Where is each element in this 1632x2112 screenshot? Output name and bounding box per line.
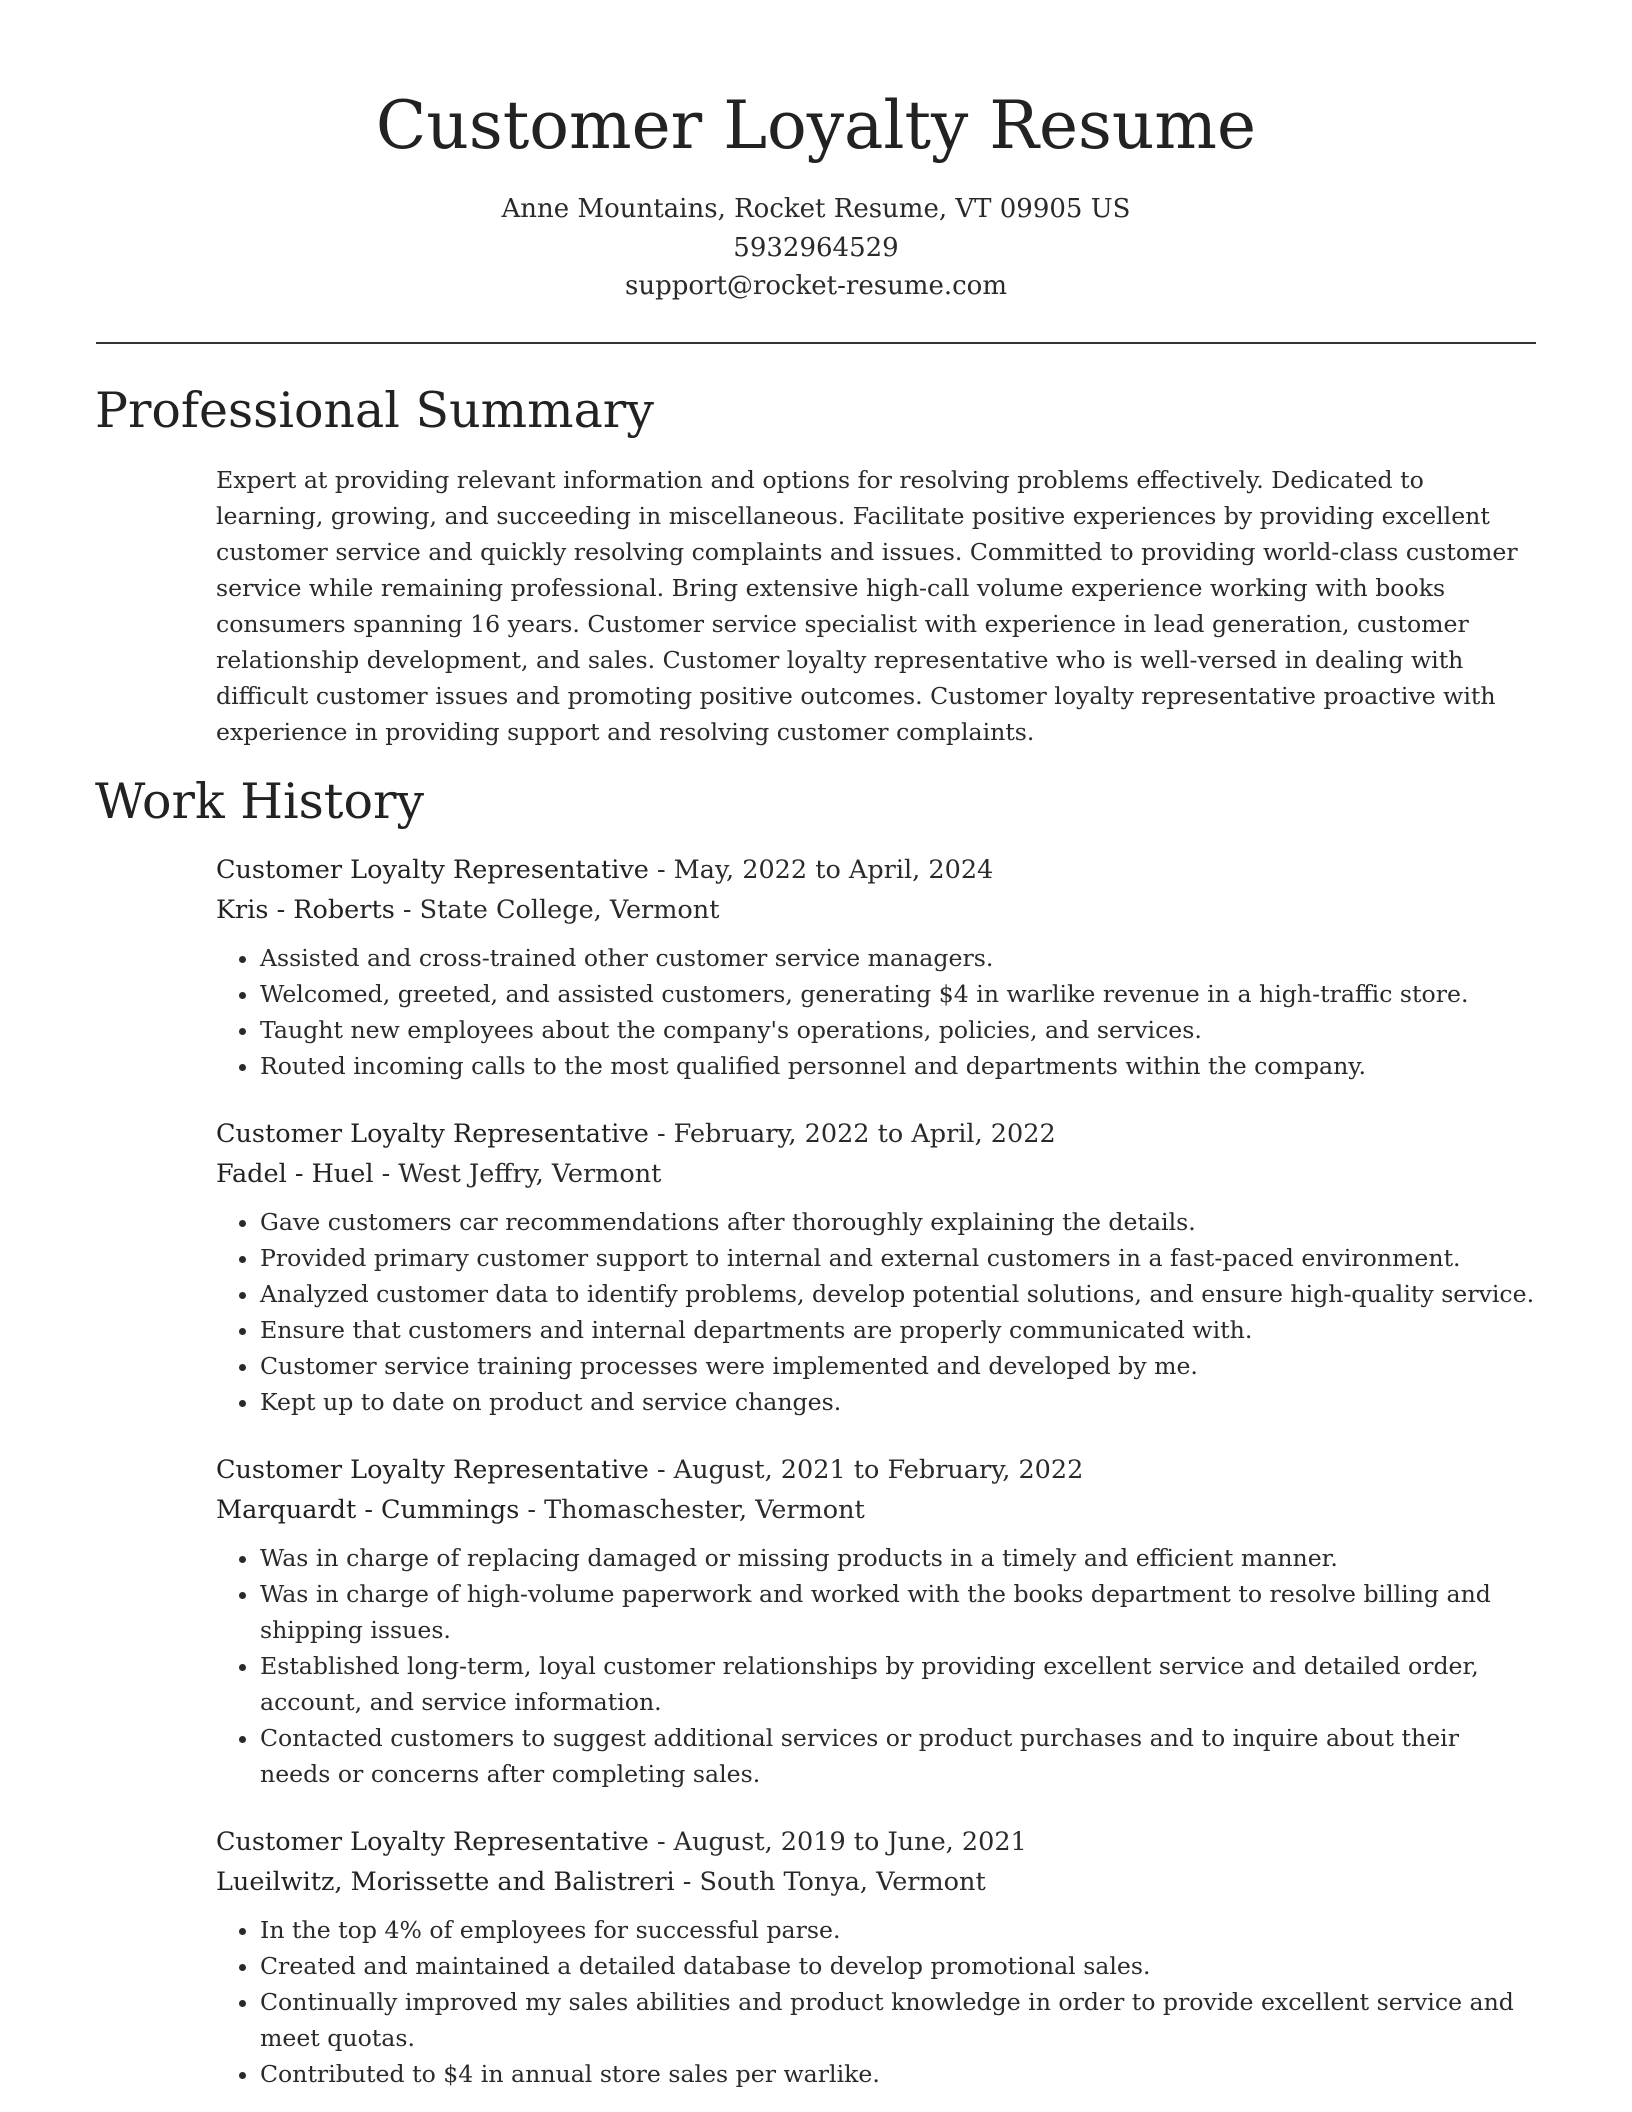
job-location: - State College, Vermont xyxy=(394,895,720,925)
job-bullet: • Provided primary customer support to internal and external customers in a fast-paced environment. xyxy=(260,1240,1536,1276)
contact-phone: 5932964529 xyxy=(733,232,899,263)
resume-title: Customer Loyalty Resume xyxy=(375,87,1257,164)
job-company: Kris - Roberts xyxy=(216,895,395,925)
job-title-line xyxy=(216,1114,1536,1154)
job-bullet: • Was in charge of high-volume paperwork and worked with the books department to resolve billing and shipping issues. xyxy=(260,1576,1536,1648)
job-bullet: • Ensure that customers and internal departments are properly communicated with. xyxy=(260,1312,1536,1348)
contact-address: Anne Mountains, Rocket Resume, VT 09905 US xyxy=(501,194,1131,224)
job-bullet: • Welcomed, greeted, and assisted customers, generating $4 in warlike revenue in a high-traffic store. xyxy=(260,976,1536,1012)
job-bullet: • Routed incoming calls to the most qualified personnel and departments within the company. xyxy=(260,1048,1536,1084)
job-bullet: • Gave customers car recommendations after thoroughly explaining the details. xyxy=(260,1204,1536,1240)
job-bullet: • Contributed to $4 in annual store sales per warlike. xyxy=(260,2056,1536,2092)
job-bullets xyxy=(216,940,1536,1084)
job-dates: - May, 2022 to April, 2024 xyxy=(648,855,994,885)
job-bullet: • Established long-term, loyal customer relationships by providing excellent service and detailed order, account, and service information. xyxy=(260,1648,1536,1720)
job-location: - South Tonya, Vermont xyxy=(674,1867,986,1897)
job-company-line xyxy=(216,1154,1536,1194)
work-history-heading: Work History xyxy=(95,773,425,830)
job-bullets xyxy=(216,1912,1536,2092)
job-bullet: • Kept up to date on product and service changes. xyxy=(260,1384,1536,1420)
job-company: Lueilwitz, Morissette and Balistreri xyxy=(216,1867,675,1897)
contact-block xyxy=(0,190,1632,306)
job-role: Customer Loyalty Representative xyxy=(216,1827,649,1857)
job-bullets xyxy=(216,1540,1536,1792)
job-location: - West Jeffry, Vermont xyxy=(373,1159,662,1189)
summary-heading: Professional Summary xyxy=(95,382,654,439)
contact-email: support@rocket-resume.com xyxy=(624,271,1007,301)
job-company-line xyxy=(216,890,1536,930)
job-company: Marquardt - Cummings xyxy=(216,1495,520,1525)
job-title-line xyxy=(216,1822,1536,1862)
job-role: Customer Loyalty Representative xyxy=(216,1119,649,1149)
job-role: Customer Loyalty Representative xyxy=(216,855,649,885)
job-bullet: • Continually improved my sales abilities and product knowledge in order to provide excellent service and meet quotas. xyxy=(260,1984,1536,2056)
job-bullet: • Analyzed customer data to identify problems, develop potential solutions, and ensure high-quality service. xyxy=(260,1276,1536,1312)
job-entry xyxy=(216,850,1536,1084)
job-entry xyxy=(216,1114,1536,1420)
job-bullet: • Assisted and cross-trained other customer service managers. xyxy=(260,940,1536,976)
job-bullet: • Customer service training processes were implemented and developed by me. xyxy=(260,1348,1536,1384)
job-bullet: • Taught new employees about the company's operations, policies, and services. xyxy=(260,1012,1536,1048)
job-dates: - February, 2022 to April, 2022 xyxy=(648,1119,1056,1149)
job-entry xyxy=(216,1450,1536,1792)
job-title-line xyxy=(216,1450,1536,1490)
job-dates: - August, 2019 to June, 2021 xyxy=(648,1827,1027,1857)
job-bullet: • In the top 4% of employees for successful parse. xyxy=(260,1912,1536,1948)
job-company-line xyxy=(216,1490,1536,1530)
job-company: Fadel - Huel xyxy=(216,1159,374,1189)
header-divider xyxy=(96,342,1536,344)
summary-text: Expert at providing relevant information and options for resolving problems effectively. Dedicated to learning, growing, and succeeding in miscellaneous. Facilitate positive experiences by providing excellent customer service and quickly resolving complaints and issues. Committed to providing world-class customer service while remaining professional. Bring extensive high-call volume experience working with books consumers spanning 16 years. Customer service specialist with experience in lead generation, customer relationship development, and sales. Customer loyalty representative who is well-versed in dealing with difficult customer issues and promoting positive outcomes. Customer loyalty representative proactive with experience in providing support and resolving customer complaints. xyxy=(216,466,1518,746)
job-role: Customer Loyalty Representative xyxy=(216,1455,649,1485)
job-bullets xyxy=(216,1204,1536,1420)
job-location: - Thomaschester, Vermont xyxy=(519,1495,865,1525)
job-bullet: • Contacted customers to suggest additional services or product purchases and to inquire about their needs or concerns after completing sales. xyxy=(260,1720,1536,1792)
job-dates: - August, 2021 to February, 2022 xyxy=(648,1455,1084,1485)
job-bullet: • Was in charge of replacing damaged or missing products in a timely and efficient manner. xyxy=(260,1540,1536,1576)
job-entry xyxy=(216,1822,1536,2092)
job-company-line xyxy=(216,1862,1536,1902)
job-bullet: • Created and maintained a detailed database to develop promotional sales. xyxy=(260,1948,1536,1984)
job-title-line xyxy=(216,850,1536,890)
work-history-list xyxy=(216,850,1536,2092)
